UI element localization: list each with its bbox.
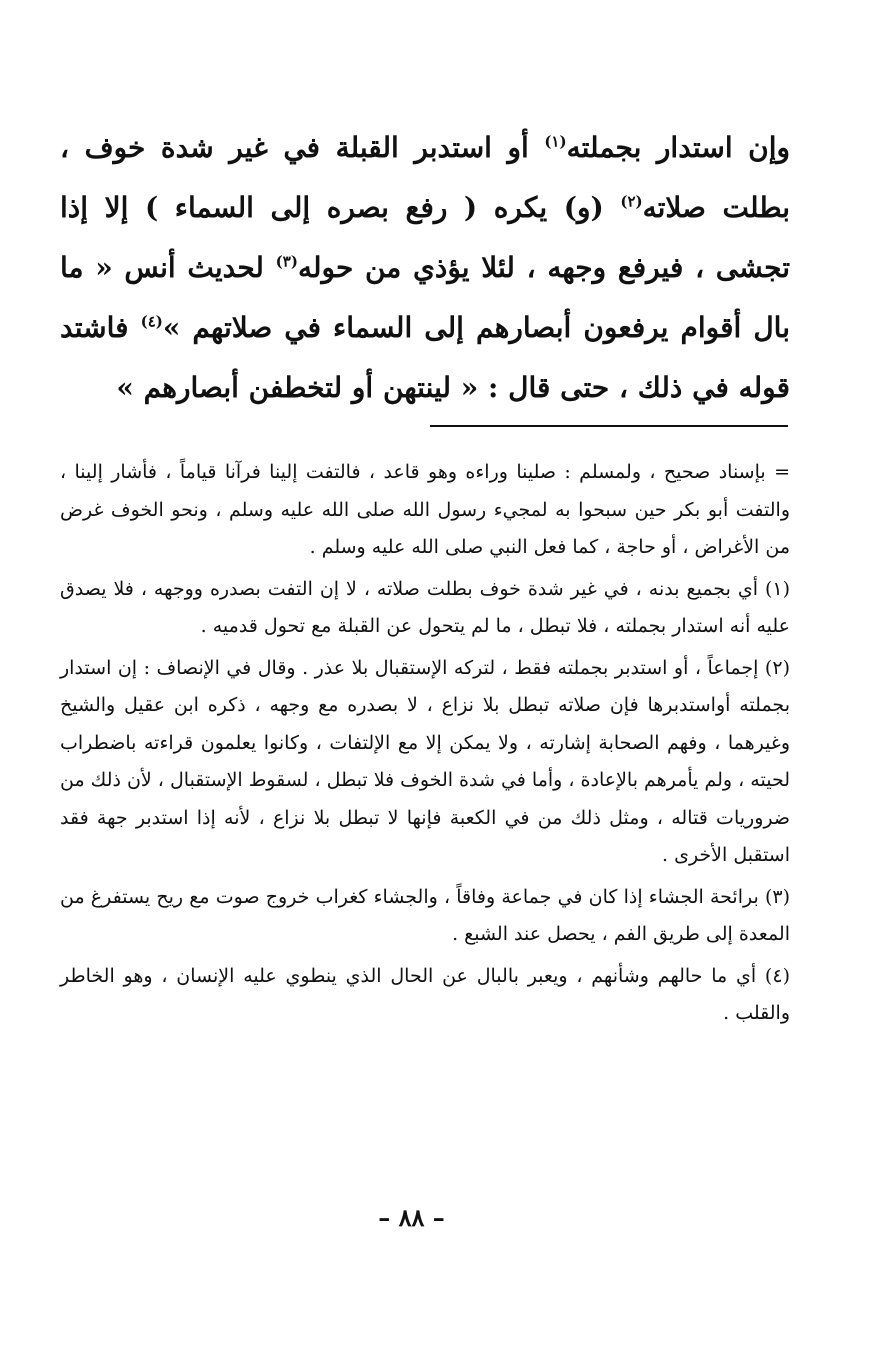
- page-number: – ٨٨ –: [378, 1203, 445, 1232]
- footnote-continuation: = بإسناد صحيح ، ولمسلم : صلينا وراءه وهو قاعد ، فالتفت إلينا فرآنا قياماً ، فأشار إلينا ، والتفت أبو بكر حين سبحوا به لمجيء رسول الله صلى الله عليه وسلم ، ونحو الخوف غرض من الأغراض ، أو حاجة ، كما فعل النبي صلى الله عليه وسلم .: [60, 461, 790, 558]
- main-text: [60, 118, 790, 418]
- footnote-separator: [430, 425, 788, 427]
- main-text-segment: لحديث أنس « ما بال أقوام يرفعون أبصارهم إلى السماء في صلاتهم »: [60, 251, 790, 344]
- footnote-2: (٢) إجماعاً ، أو استدبر بجملته فقط ، لتركه الإستقبال بلا عذر . وقال في الإنصاف : إن استدار بجملته أواستدبرها فإن صلاته تبطل بلا نزاع ، لا بصدره مع وجهه ، ذكره ابن عقيل والشيخ وغيرهما ، وفهم الصحابة إشارته ، ولا يمكن إلا مع الإلتفات ، وكانوا يعلمون قراءته باضطراب لحيته ، ولم يأمرهم بالإعادة ، وأما في شدة الخوف فلا تبطل ، لسقوط الإستقبال ، لأن ذلك من ضروريات قتاله ، ومثل ذلك من في الكعبة فإنها لا تبطل بلا نزاع ، لأنه إذا استدبر جهة فقد استقبل الأخرى .: [60, 656, 790, 866]
- footnote-1: (١) أي بجميع بدنه ، في غير شدة خوف بطلت صلاته ، لا إن التفت بصدره ووجهه ، فلا يصدق عليه أنه استدار بجملته ، فلا تبطل ، ما لم يتحول عن القبلة مع تحول قدميه .: [60, 577, 790, 637]
- main-text-segment: أو استدبر القبلة في غير شدة خوف ، بطلت صلاته: [60, 131, 791, 224]
- footnote-ref-2: (٢): [620, 192, 643, 211]
- main-text-segment: فاشتد قوله في ذلك ، حتى قال : « لينتهن أو لتخطفن أبصارهم »: [60, 311, 790, 404]
- footnote-4: (٤) أي ما حالهم وشأنهم ، ويعبر بالبال عن الحال الذي ينطوي عليه الإنسان ، وهو الخاطر والقلب .: [60, 964, 790, 1024]
- footnotes: [60, 454, 790, 1037]
- footnote-ref-4: (٤): [140, 312, 163, 331]
- main-text-segment: وإن استدار بجملته: [566, 131, 790, 164]
- footnote-3: (٣) برائحة الجشاء إذا كان في جماعة وفاقاً ، والجشاء كغراب خروج صوت مع ريح يستفرغ من المعدة إلى طريق الفم ، يحصل عند الشبع .: [60, 885, 790, 945]
- footnote-ref-3: (٣): [275, 252, 298, 271]
- main-paragraph: [60, 118, 790, 418]
- main-text-segment: (و) يكره ( رفع بصره إلى السماء ) إلا إذا تجشى ، فيرفع وجهه ، لئلا يؤذي من حوله: [60, 191, 790, 284]
- footnote-ref-1: (١): [544, 132, 567, 151]
